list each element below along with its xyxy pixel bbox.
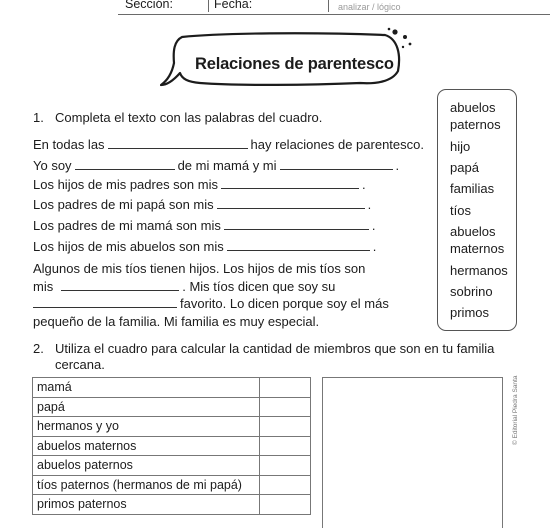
word-bank-item: sobrino — [450, 284, 493, 299]
header-divider — [328, 0, 329, 12]
table-row — [33, 417, 311, 437]
member-count-cell[interactable] — [260, 417, 311, 437]
member-label: hermanos y yo — [33, 417, 260, 437]
word-bank-item: abuelos — [450, 100, 496, 115]
table-row — [33, 436, 311, 456]
table-row — [33, 456, 311, 476]
page-title: Relaciones de parentesco — [195, 55, 394, 73]
word-bank-item: familias — [450, 181, 495, 196]
blank-field[interactable] — [75, 168, 175, 170]
blank-field[interactable] — [280, 168, 393, 170]
paragraph-line-4: pequeño de la familia. Mi familia es muy especial. — [33, 314, 320, 329]
paragraph-line-2: mis . Mis tíos dicen que soy su — [33, 279, 336, 294]
paragraph-line-1: Algunos de mis tíos tienen hijos. Los hijos de mis tíos son — [33, 261, 366, 276]
exercise-2-instruction-1: Utiliza el cuadro para calcular la cantidad de miembros que son en tu familia — [55, 341, 495, 356]
table-row — [33, 378, 311, 398]
blank-field[interactable] — [227, 249, 370, 251]
member-label: abuelos maternos — [33, 436, 260, 456]
fill-line-2: Yo soy de mi mamá y mi . — [33, 158, 400, 173]
skill-text: analizar / lógico — [338, 2, 401, 12]
member-label: tíos paternos (hermanos de mi papá) — [33, 475, 260, 495]
fill-line-3: Los hijos de mis padres son mis . — [33, 177, 366, 192]
blank-field[interactable] — [33, 306, 177, 308]
fill-line-1: En todas las hay relaciones de parentesco. — [33, 137, 424, 152]
seccion-label: Sección: — [125, 0, 173, 11]
member-label: papá — [33, 397, 260, 417]
blank-field[interactable] — [61, 289, 179, 291]
fecha-label: Fecha: — [214, 0, 253, 11]
word-bank-item: primos — [450, 305, 490, 320]
member-count-cell[interactable] — [260, 436, 311, 456]
word-bank-item: papá — [450, 160, 479, 175]
member-count-cell[interactable] — [260, 378, 311, 398]
blank-field[interactable] — [221, 187, 359, 189]
word-bank-item: tíos — [450, 203, 471, 218]
member-count-cell[interactable] — [260, 495, 311, 515]
exercise-2-instruction-2: cercana. — [55, 357, 105, 372]
exercise-1-number: 1. — [33, 110, 44, 125]
word-bank-item: paternos — [450, 117, 501, 132]
table-row — [33, 397, 311, 417]
exercise-2-number: 2. — [33, 341, 44, 356]
member-count-cell[interactable] — [260, 475, 311, 495]
exercise-1-instruction: Completa el texto con las palabras del cuadro. — [55, 110, 323, 125]
blank-field[interactable] — [217, 207, 365, 209]
paragraph-line-3: favorito. Lo dicen porque soy el más — [33, 296, 389, 311]
fill-line-4: Los padres de mi papá son mis . — [33, 197, 372, 212]
family-members-table — [32, 377, 311, 515]
fill-line-5: Los padres de mi mamá son mis . — [33, 218, 376, 233]
member-label: primos paternos — [33, 495, 260, 515]
header-rule — [118, 14, 550, 15]
member-label: abuelos paternos — [33, 456, 260, 476]
word-bank-item: maternos — [450, 241, 505, 256]
blank-field[interactable] — [108, 147, 248, 149]
member-count-cell[interactable] — [260, 456, 311, 476]
publisher-credit: © Editorial Piedra Santa — [512, 375, 519, 445]
word-bank-item: hijo — [450, 139, 471, 154]
table-row — [33, 495, 311, 515]
blank-field[interactable] — [224, 228, 369, 230]
member-count-cell[interactable] — [260, 397, 311, 417]
table-row — [33, 475, 311, 495]
member-label: mamá — [33, 378, 260, 398]
total-answer-box[interactable] — [322, 377, 503, 528]
fill-line-6: Los hijos de mis abuelos son mis . — [33, 239, 377, 254]
word-bank-item: hermanos — [450, 263, 508, 278]
word-bank-item: abuelos — [450, 224, 496, 239]
header-divider — [208, 0, 209, 12]
